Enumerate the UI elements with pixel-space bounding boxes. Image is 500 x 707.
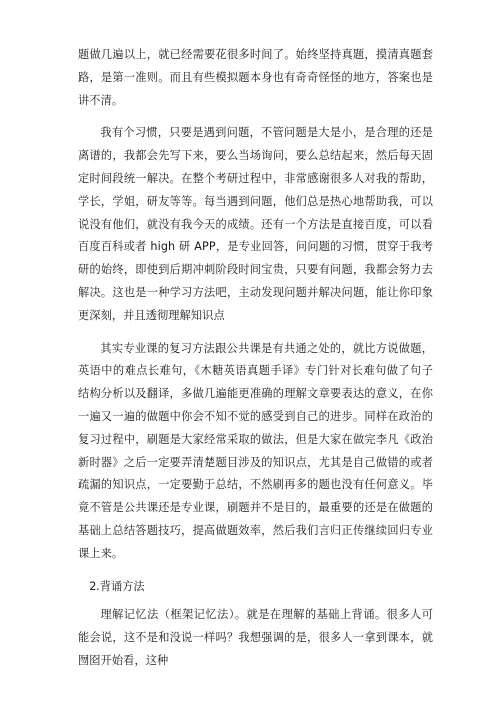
paragraph-memory-method: 理解记忆法（框架记忆法）。就是在理解的基础上背诵。很多人可能会说，这不是和没说一样吗？我想强调的是，很多人一拿到课本，就囫囵开始看，这种 bbox=[78, 608, 433, 667]
document-page bbox=[78, 44, 433, 683]
paragraph-habit: 我有个习惯，只要是遇到问题，不管问题是大是小，是合理的还是离谱的，我都会先写下来，要么当场询问，要么总结起来，然后每天固定时间段统一解决。在整个考研过程中，非常感谢很多人对我的帮助，学长，学姐，研友等等。每当遇到问题，他们总是热心地帮助我，可以说没有他们，就没有我今天的成绩。还有一个方法是直接百度，可以看百度百科或者 high 研 APP，是专业回答，问问题的习惯，贯穿于我考研的始终，即使到后期冲刺阶段时间宝贵，只要有问题，我都会努力去解决。这也是一种学习方法吧，主动发现问题并解决问题，能让你印象更深刻，并且透彻理解知识点 bbox=[78, 126, 433, 322]
paragraph-continuation: 题做几遍以上，就已经需要花很多时间了。始终坚持真题，摸清真题套路，是第一准则。而且有些模拟题本身也有奇奇怪怪的地方，答案也是讲不清。 bbox=[78, 48, 433, 107]
section-heading: 2.背诵方法 bbox=[89, 579, 145, 593]
paragraph-professional-course: 其实专业课的复习方法跟公共课是有共通之处的，就比方说做题，英语中的难点长难句，《木糖英语真题手译》专门针对长难句做了句子结构分析以及翻译，多做几遍能更准确的理解文章要表达的意义，在你一遍又一遍的做题中你会不知不觉的感受到自己的进步。同样在政治的复习过程中，刷题是大家经常采取的做法，但是大家在做完李凡《政治新时器》之后一定要弄清楚题目涉及的知识点，尤其是自己做错的或者疏漏的知识点，一定要勤于总结，不然刷再多的题也没有任何意义。毕竟不管是公共课还是专业课，刷题并不是目的，最重要的还是在做题的基础上总结答题技巧，提高做题效率，然后我们言归正传继续回归专业课上来。 bbox=[78, 341, 433, 560]
